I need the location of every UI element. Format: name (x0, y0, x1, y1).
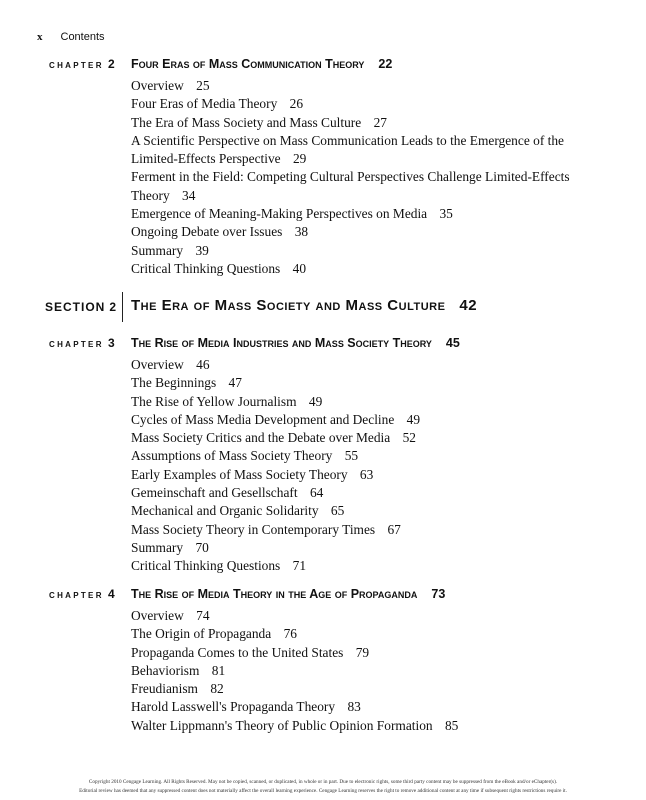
toc-entry-title: Mass Society Theory in Contemporary Times (131, 521, 376, 537)
toc-entry-title: Assumptions of Mass Society Theory (131, 448, 333, 464)
toc-entry-page: 47 (228, 375, 242, 391)
toc-entry[interactable] (131, 356, 591, 374)
toc-entry-page: 76 (283, 626, 297, 642)
toc-entry-title: The Beginnings (131, 375, 217, 391)
section-divider (122, 292, 123, 322)
chapter-title: The Rise of Media Theory in the Age of Propaganda 73 (131, 587, 446, 601)
toc-entry-title: Early Examples of Mass Society Theory (131, 466, 348, 482)
chapter-label: CHAPTER (49, 340, 104, 349)
toc-entry-page: 27 (373, 114, 387, 130)
toc-entry[interactable] (131, 466, 591, 484)
toc-entry-title: Freudianism (131, 681, 198, 697)
toc-entry-page: 83 (347, 699, 361, 715)
toc-entry[interactable] (131, 521, 591, 539)
toc-entry-title: Emergence of Meaning-Making Perspectives on Media (131, 206, 428, 222)
toc-entry[interactable] (131, 260, 591, 278)
toc-entry-page: 49 (308, 393, 323, 409)
toc-entry-title: Propaganda Comes to the United States (131, 644, 344, 660)
toc-entry[interactable] (131, 411, 591, 429)
toc-entry-page: 74 (196, 608, 210, 623)
toc-entry-page: 64 (309, 485, 324, 501)
section-label: SECTION 2 (45, 300, 118, 314)
toc-entry-title: Overview (131, 608, 184, 623)
toc-entry[interactable] (131, 447, 591, 465)
toc-entry[interactable] (131, 77, 591, 95)
toc-entry-title: Critical Thinking Questions (131, 260, 281, 276)
chapter-2-entries (131, 77, 591, 278)
toc-entry-title: Four Eras of Media Theory (131, 96, 278, 112)
toc-entry-title: Ferment in the Field: Competing Cultural Perspectives Challenge Limited-Effects Theory (131, 169, 570, 203)
chapter-3-entries (131, 356, 591, 576)
toc-entry-page: 70 (195, 539, 209, 555)
chapter-number: 2 (108, 57, 115, 71)
toc-entry-title: Cycles of Mass Media Development and Decline (131, 411, 395, 427)
toc-entry-page: 81 (211, 662, 226, 678)
toc-entry[interactable] (131, 607, 591, 625)
toc-entry-title: A Scientific Perspective on Mass Communication Leads to the Emergence of the Limited-Effects Perspective (131, 132, 564, 167)
page-numeral: x (37, 31, 43, 43)
toc-entry[interactable] (131, 242, 591, 260)
toc-entry-title: Behaviorism (131, 662, 200, 678)
chapter-number: 4 (108, 587, 115, 601)
toc-entry[interactable] (131, 644, 591, 662)
toc-entry-page: 65 (330, 503, 345, 519)
toc-entry-title: Gemeinschaft and Gesellschaft (131, 485, 298, 501)
toc-entry[interactable] (131, 132, 591, 169)
chapter-label: CHAPTER (49, 61, 104, 70)
toc-entry-title: Summary (131, 242, 184, 258)
toc-entry-title: Summary (131, 539, 184, 555)
toc-entry-page: 39 (195, 242, 209, 258)
section-page-number: 42 (459, 297, 478, 314)
toc-entry-page: 34 (182, 187, 196, 203)
toc-entry[interactable] (131, 698, 591, 716)
toc-entry-title: Overview (131, 78, 184, 93)
toc-entry-page: 82 (210, 681, 224, 697)
toc-entry-page: 49 (406, 411, 421, 427)
toc-entry-page: 79 (355, 644, 370, 660)
chapter-4-entries (131, 607, 591, 735)
toc-entry-page: 29 (292, 151, 307, 167)
toc-entry-title: Ongoing Debate over Issues (131, 224, 283, 240)
toc-entry[interactable] (131, 484, 591, 502)
toc-entry-title: The Era of Mass Society and Mass Culture (131, 114, 362, 130)
toc-entry-title: Critical Thinking Questions (131, 558, 281, 574)
section-title: The Era of Mass Society and Mass Culture 42 (131, 297, 478, 314)
toc-entry-title: The Rise of Yellow Journalism (131, 393, 297, 409)
toc-entry[interactable] (131, 374, 591, 392)
toc-entry[interactable] (131, 95, 591, 113)
toc-entry-page: 35 (439, 206, 453, 222)
toc-entry[interactable] (131, 557, 591, 575)
chapter-page-number: 22 (378, 57, 393, 71)
toc-entry[interactable] (131, 393, 591, 411)
toc-entry-title: Mass Society Critics and the Debate over Media (131, 430, 391, 446)
toc-entry[interactable] (131, 539, 591, 557)
toc-entry[interactable] (131, 662, 591, 680)
toc-entry[interactable] (131, 502, 591, 520)
toc-entry[interactable] (131, 429, 591, 447)
toc-entry-page: 46 (196, 357, 210, 372)
chapter-number: 3 (108, 336, 115, 350)
running-head-label: Contents (60, 31, 105, 43)
section-number: 2 (109, 300, 118, 314)
toc-entry-title: Harold Lasswell's Propaganda Theory (131, 699, 336, 715)
toc-entry-page: 52 (402, 430, 416, 446)
toc-entry-page: 55 (344, 448, 359, 464)
chapter-title: Four Eras of Mass Communication Theory 22 (131, 57, 393, 71)
chapter-label: CHAPTER (49, 591, 104, 600)
toc-entry-page: 71 (292, 558, 307, 574)
toc-entry-page: 25 (196, 78, 210, 93)
toc-entry-page: 26 (289, 96, 304, 112)
toc-entry[interactable] (131, 680, 591, 698)
toc-entry-page: 85 (444, 717, 459, 733)
copyright-notice: Copyright 2010 Cengage Learning. All Rights Reserved. May not be copied, scanned, or duplicated, in whole or in part. Due to electronic rights, some third party content may be suppressed from the eBook and/or eChapter(s). (88, 779, 558, 785)
toc-entry[interactable] (131, 717, 591, 735)
editorial-notice: Editorial review has deemed that any suppressed content does not materially affect the overall learning experience. Cengage Learning reserves the right to remove additional content at any time if subsequent rights restrictions require it. (79, 788, 567, 794)
chapter-title: The Rise of Media Industries and Mass Society Theory 45 (131, 336, 460, 350)
toc-entry[interactable] (131, 205, 591, 223)
section-2-heading[interactable] (0, 292, 646, 322)
toc-entry-title: The Origin of Propaganda (131, 626, 272, 642)
toc-entry[interactable] (131, 114, 591, 132)
chapter-page-number: 45 (445, 336, 460, 350)
running-head (37, 31, 105, 43)
toc-entry-page: 40 (292, 260, 307, 276)
toc-entry-title: Overview (131, 357, 184, 372)
chapter-page-number: 73 (431, 587, 446, 601)
toc-entry-page: 67 (387, 521, 401, 537)
toc-entry[interactable] (131, 168, 591, 205)
toc-entry-title: Walter Lippmann's Theory of Public Opinion Formation (131, 717, 433, 733)
toc-entry-page: 63 (359, 466, 374, 482)
toc-entry[interactable] (131, 223, 591, 241)
toc-entry-page: 38 (294, 224, 309, 240)
toc-entry-title: Mechanical and Organic Solidarity (131, 503, 319, 519)
toc-entry[interactable] (131, 625, 591, 643)
